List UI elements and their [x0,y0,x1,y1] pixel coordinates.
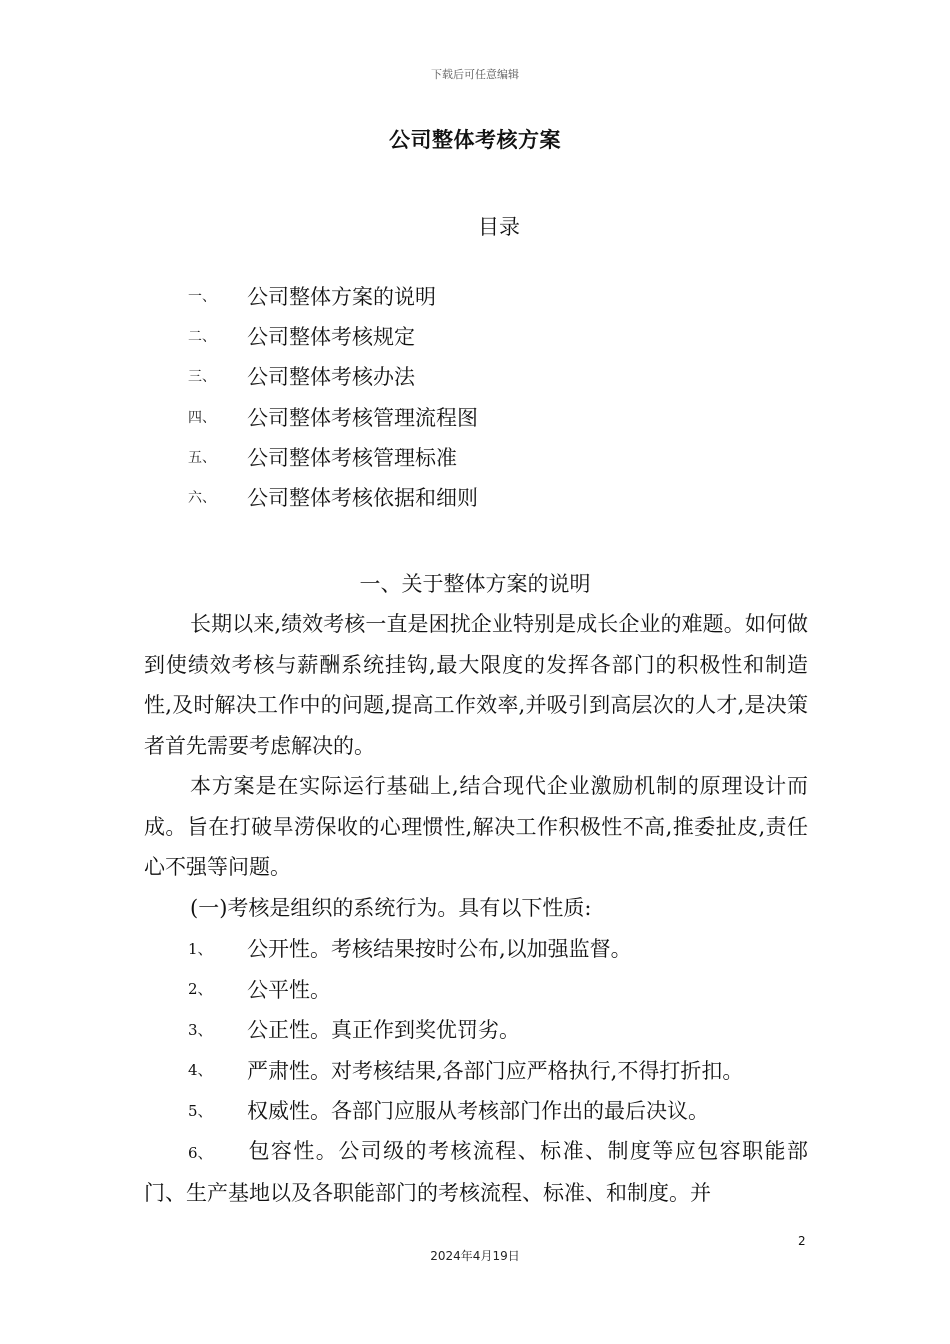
list-item [144,1009,808,1050]
section-body [144,604,808,1214]
page-number: 2 [798,1234,806,1248]
list-item-text: 包容性。公司级的考核流程、标准、制度等应包容职能部门、生产基地以及各职能部门的考核流程、标准、和制度。并 [144,1138,808,1205]
list-item-text: 公平性。 [247,977,331,1002]
list-item-number: 5、 [188,1101,213,1120]
toc-item-number: 六、 [188,490,216,507]
toc-item[interactable] [188,397,788,437]
toc-item-label: 公司整体考核依据和细则 [247,486,478,511]
paragraph: 长期以来,绩效考核一直是困扰企业特别是成长企业的难题。如何做到使绩效考核与薪酬系统挂钩,最大限度的发挥各部门的积极性和制造性,及时解决工作中的问题,提高工作效率,并吸引到高层次的人才,是决策者首先需要考虑解决的。 [144,612,808,758]
list-item-number: 6、 [188,1143,213,1162]
list-item [144,1131,808,1214]
list-item [144,928,808,969]
toc-item[interactable] [188,276,788,316]
toc-item-label: 公司整体考核管理流程图 [247,405,478,430]
list-item [144,1050,808,1091]
list-item-text: 严肃性。对考核结果,各部门应严格执行,不得打折扣。 [247,1058,744,1083]
list-item-number: 4、 [188,1061,213,1080]
toc-item-label: 公司整体方案的说明 [247,285,436,310]
list-item-text: 权威性。各部门应服从考核部门作出的最后决议。 [247,1099,709,1124]
toc-item-label: 公司整体考核规定 [247,325,415,350]
toc-item-label: 公司整体考核管理标准 [247,445,457,470]
toc-item-number: 二、 [188,329,216,346]
document-title: 公司整体考核方案 [389,128,561,152]
table-of-contents [188,276,788,517]
footer-date: 2024年4月19日 [430,1249,520,1263]
toc-item[interactable] [188,437,788,477]
toc-item-number: 五、 [188,449,216,466]
list-item-number: 1、 [188,939,213,958]
list-item-number: 3、 [188,1020,213,1039]
toc-item-label: 公司整体考核办法 [247,365,415,390]
paragraph: 本方案是在实际运行基础上,结合现代企业激励机制的原理设计而成。旨在打破旱涝保收的心理惯性,解决工作积极性不高,推委扯皮,责任心不强等问题。 [144,774,808,879]
toc-item-number: 三、 [188,369,216,386]
header-note: 下载后可任意编辑 [431,68,519,81]
section-heading: 一、关于整体方案的说明 [359,572,591,596]
list-item [144,969,808,1010]
toc-item[interactable] [188,356,788,396]
list-item-text: 公开性。考核结果按时公布,以加强监督。 [247,937,632,962]
toc-item-number: 四、 [188,409,216,426]
toc-item[interactable] [188,477,788,517]
toc-item[interactable] [188,316,788,356]
list-item [144,1090,808,1131]
subheading: (一)考核是组织的系统行为。具有以下性质: [190,895,592,920]
toc-heading: 目录 [478,215,520,239]
list-item-number: 2、 [188,980,213,999]
list-item-text: 公正性。真正作到奖优罚劣。 [247,1018,520,1043]
toc-item-number: 一、 [188,289,216,306]
